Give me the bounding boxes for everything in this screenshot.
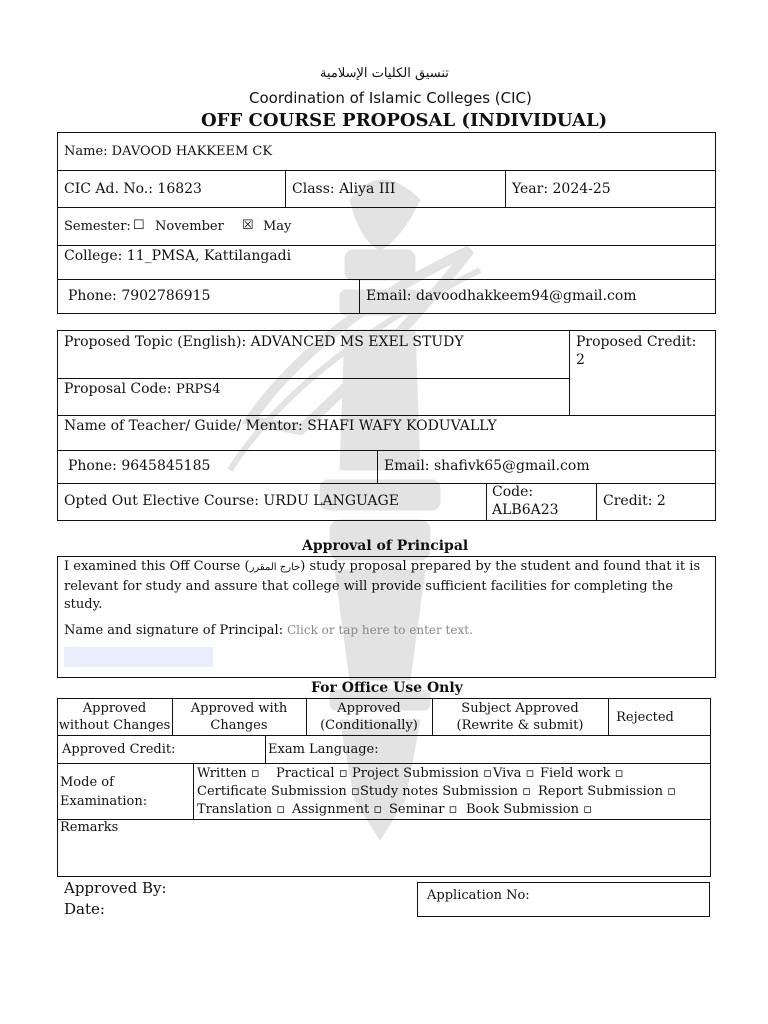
checkbox-november[interactable]: ☐ [133, 218, 145, 233]
proposal-code-label: Proposal Code: [64, 381, 172, 397]
mode-report-submission[interactable]: Report Submission ▫ [538, 784, 676, 799]
mode-label-1: Mode of [60, 775, 114, 790]
principal-text-arabic: خارج المقرر [249, 562, 301, 573]
proposed-credit-label: Proposed Credit: [576, 334, 697, 350]
teacher-name: Name of Teacher/ Guide/ Mentor: SHAFI WAFY KODUVALLY [64, 418, 497, 434]
mode-viva[interactable]: Viva ▫ [493, 766, 535, 781]
mode-certificate-submission[interactable]: Certificate Submission ▫ [197, 784, 360, 799]
status-rejected[interactable]: Rejected [616, 710, 674, 725]
principal-text-after: ) study proposal prepared by the student and found that it is [300, 559, 701, 574]
mode-written[interactable]: Written ▫ [197, 766, 260, 781]
mode-project-submission[interactable]: Project Submission ▫ [352, 766, 492, 781]
checkbox-may[interactable]: ☒ [242, 218, 254, 233]
exam-language-label: Exam Language: [268, 742, 379, 757]
proposed-topic: Proposed Topic (English): ADVANCED MS EXEL STUDY [64, 334, 464, 350]
status-approved-conditionally[interactable]: Approved (Conditionally) [320, 701, 418, 733]
approved-by-label: Approved By: [64, 879, 167, 897]
student-name: Name: DAVOOD HAKKEEM CK [64, 144, 273, 159]
application-no-label: Application No: [427, 888, 530, 903]
semester-may-label: May [263, 219, 292, 234]
mode-label-2: Examination: [60, 794, 148, 809]
mode-translation[interactable]: Translation ▫ [197, 802, 286, 817]
opted-out-course: Opted Out Elective Course: URDU LANGUAGE [64, 493, 399, 509]
date-label: Date: [64, 900, 105, 918]
credit2-field: Credit: 2 [603, 493, 666, 509]
approved-credit-label: Approved Credit: [62, 742, 176, 757]
office-section-title: For Office Use Only [311, 680, 463, 696]
remarks-label: Remarks [60, 820, 119, 835]
proposed-credit-value: 2 [576, 352, 585, 368]
org-name: Coordination of Islamic Colleges (CIC) [249, 89, 532, 107]
status-subject-approved[interactable]: Subject Approved (Rewrite & submit) [456, 701, 584, 733]
principal-sign-field[interactable] [64, 647, 213, 667]
mode-assignment[interactable]: Assignment ▫ [292, 802, 383, 817]
status-approved-with-changes[interactable]: Approved with Changes [190, 701, 288, 733]
college-field: College: 11_PMSA, Kattilangadi [64, 248, 292, 264]
principal-sign-input[interactable]: Click or tap here to enter text. [287, 623, 473, 637]
mode-study-notes-submission[interactable]: Study notes Submission ▫ [360, 784, 531, 799]
principal-text-line2: relevant for study and assure that college will provide sufficient facilities for completing the [64, 579, 674, 594]
semester-november-label: November [155, 219, 224, 234]
student-phone: Phone: 7902786915 [68, 288, 211, 304]
student-email: Email: davoodhakkeem94@gmail.com [366, 288, 637, 304]
form-title: OFF COURSE PROPOSAL (INDIVIDUAL) [201, 110, 608, 131]
mode-seminar[interactable]: Seminar ▫ [389, 802, 458, 817]
teacher-phone: Phone: 9645845185 [68, 458, 211, 474]
code2-value: ALB6A23 [492, 502, 559, 518]
principal-text-line3: study. [64, 597, 103, 612]
year-field: Year: 2024-25 [512, 181, 611, 197]
principal-sign-label: Name and signature of Principal: [64, 623, 284, 638]
class-field: Class: Aliya III [292, 181, 396, 197]
mode-field-work[interactable]: Field work ▫ [540, 766, 624, 781]
cic-ad-no: CIC Ad. No.: 16823 [64, 181, 202, 197]
arabic-title: تنسيق الكليات الإسلامية [320, 66, 449, 81]
mode-book-submission[interactable]: Book Submission ▫ [466, 802, 592, 817]
proposal-code-value: PRPS4 [176, 382, 221, 397]
principal-text-before: I examined this Off Course ( [64, 559, 250, 574]
status-approved-no-changes[interactable]: Approved without Changes [58, 701, 171, 733]
semester-label: Semester: [64, 219, 131, 234]
mode-practical[interactable]: Practical ▫ [276, 766, 348, 781]
code2-label: Code: [492, 484, 534, 500]
principal-section-title: Approval of Principal [302, 538, 469, 554]
principal-text-line1 [64, 559, 700, 575]
teacher-email: Email: shafivk65@gmail.com [384, 458, 590, 474]
